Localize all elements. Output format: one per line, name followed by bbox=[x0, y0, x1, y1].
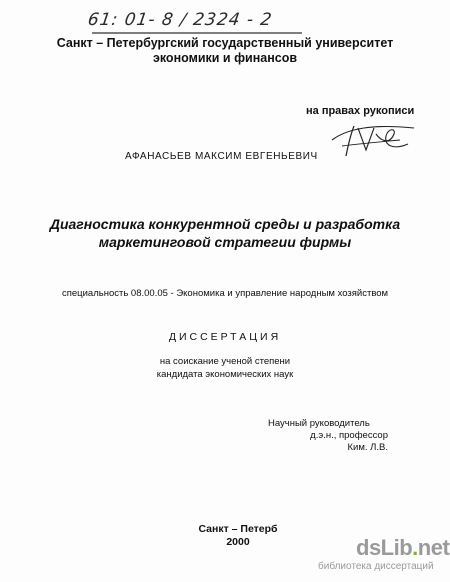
author-name: АФАНАСЬЕВ МАКСИМ ЕВГЕНЬЕВИЧ bbox=[125, 151, 318, 162]
supervisor-line-2: д.э.н., профессор bbox=[310, 430, 388, 441]
university-line-2: экономики и финансов bbox=[152, 51, 298, 65]
catalog-underline bbox=[90, 31, 305, 35]
manuscript-rights: на правах рукописи bbox=[306, 105, 415, 117]
signature-image bbox=[328, 116, 420, 158]
supervisor-line-1: Научный руководитель bbox=[268, 418, 370, 429]
university-line-1: Санкт – Петербургский государственный университет bbox=[56, 36, 394, 50]
degree-statement bbox=[0, 355, 450, 381]
catalog-number: 61: 01- 8 / 2324 - 2 bbox=[86, 10, 274, 30]
university-name bbox=[0, 36, 450, 66]
title-line-2: маркетинговой стратегии фирмы bbox=[98, 234, 352, 250]
supervisor-line-3: Ким. Л.В. bbox=[347, 442, 388, 453]
dissertation-label: ДИССЕРТАЦИЯ bbox=[168, 331, 282, 343]
degree-line-2: кандидата экономических наук bbox=[156, 369, 294, 380]
place-and-year bbox=[198, 523, 278, 549]
title-line-1: Диагностика конкурентной среды и разработка bbox=[49, 216, 401, 232]
specialty-line: специальность 08.00.05 - Экономика и управление народным хозяйством bbox=[62, 288, 389, 299]
dslib-subtitle: библиотека диссертаций bbox=[318, 561, 434, 572]
dslib-logo: dsLib.net bbox=[356, 535, 450, 560]
supervisor-block bbox=[268, 418, 388, 454]
dissertation-title bbox=[0, 215, 450, 251]
degree-line-1: на соискание ученой степени bbox=[159, 356, 291, 367]
dslib-watermark bbox=[356, 535, 449, 561]
year: 2000 bbox=[226, 536, 250, 548]
city: Санкт – Петерб bbox=[198, 523, 278, 535]
